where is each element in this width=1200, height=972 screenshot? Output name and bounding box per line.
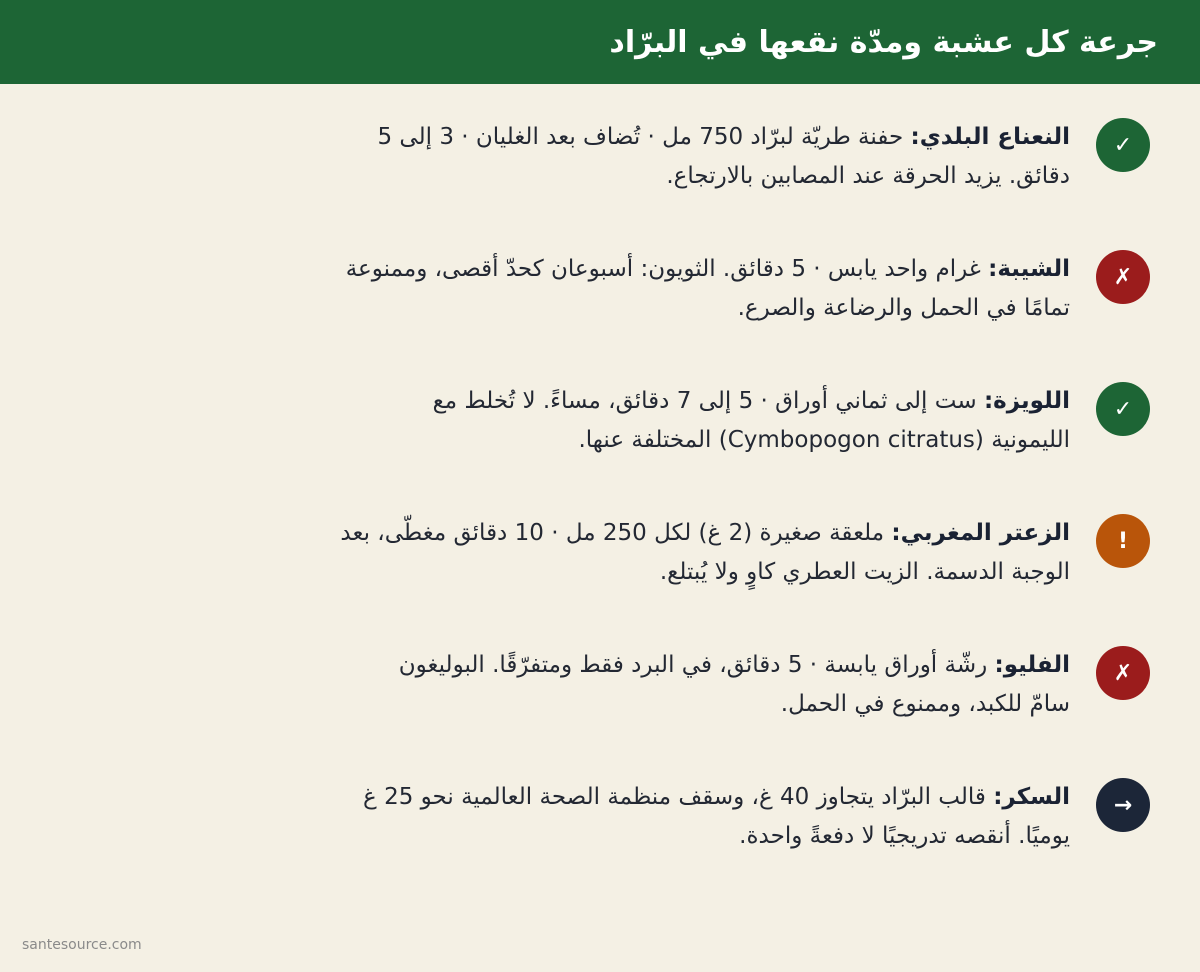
item-line-1 — [270, 514, 1070, 553]
item-line-2: الليمونية (Cymbopogon citratus) المختلفة عنها. — [578, 427, 1070, 453]
list-item — [0, 250, 1200, 360]
cross-icon: ✗ — [1096, 250, 1150, 304]
item-line-2: دقائق. يزيد الحرقة عند المصابين بالارتجاع. — [666, 163, 1070, 189]
item-line-1 — [270, 250, 1070, 289]
check-icon: ✓ — [1096, 382, 1150, 436]
item-name: الفليو: — [994, 652, 1070, 678]
item-name: السكر: — [993, 784, 1070, 810]
item-line-2: سامّ للكبد، وممنوع في الحمل. — [780, 691, 1070, 717]
item-name: الشيبة: — [988, 256, 1070, 282]
list-item — [0, 514, 1200, 624]
check-icon: ✓ — [1096, 118, 1150, 172]
item-desc: رشّة أوراق يابسة · 5 دقائق، في البرد فقط ومتفرّقًا. البوليغون — [398, 652, 988, 678]
item-line-2: يوميًا. أنقصه تدريجيًا لا دفعةً واحدة. — [739, 823, 1070, 849]
item-desc: ملعقة صغيرة (2 غ) لكل 250 مل · 10 دقائق مغطّى، بعد — [340, 520, 885, 546]
source-credit: santesource.com — [22, 937, 142, 953]
item-desc: قالب البرّاد يتجاوز 40 غ، وسقف منظمة الصحة العالمية نحو 25 غ — [363, 784, 986, 810]
warning-icon: ! — [1096, 514, 1150, 568]
item-text — [270, 118, 1070, 196]
list-item — [0, 118, 1200, 228]
item-line-2: تمامًا في الحمل والرضاعة والصرع. — [737, 295, 1070, 321]
item-name: النعناع البلدي: — [910, 124, 1070, 150]
list-item — [0, 778, 1200, 888]
item-line-1 — [270, 382, 1070, 421]
item-line-1 — [270, 778, 1070, 817]
arrow-right-icon: → — [1096, 778, 1150, 832]
item-line-1 — [270, 646, 1070, 685]
item-text — [270, 778, 1070, 856]
item-text — [270, 514, 1070, 592]
item-desc: ست إلى ثماني أوراق · 5 إلى 7 دقائق، مساءً. لا تُخلط مع — [432, 388, 977, 414]
list-item — [0, 382, 1200, 492]
header-bar — [0, 0, 1200, 84]
item-name: اللويزة: — [983, 388, 1070, 414]
item-name: الزعتر المغربي: — [891, 520, 1070, 546]
item-text — [270, 382, 1070, 460]
cross-icon: ✗ — [1096, 646, 1150, 700]
list-item — [0, 646, 1200, 756]
item-text — [270, 250, 1070, 328]
item-line-1 — [270, 118, 1070, 157]
item-text — [270, 646, 1070, 724]
item-line-2: الوجبة الدسمة. الزيت العطري كاوٍ ولا يُبتلع. — [659, 559, 1070, 585]
page-title: جرعة كل عشبة ومدّة نقعها في البرّاد — [609, 24, 1158, 60]
item-desc: حفنة طريّة لبرّاد 750 مل · تُضاف بعد الغليان · 3 إلى 5 — [377, 124, 904, 150]
item-desc: غرام واحد يابس · 5 دقائق. الثويون: أسبوعان كحدّ أقصى، وممنوعة — [345, 256, 981, 282]
